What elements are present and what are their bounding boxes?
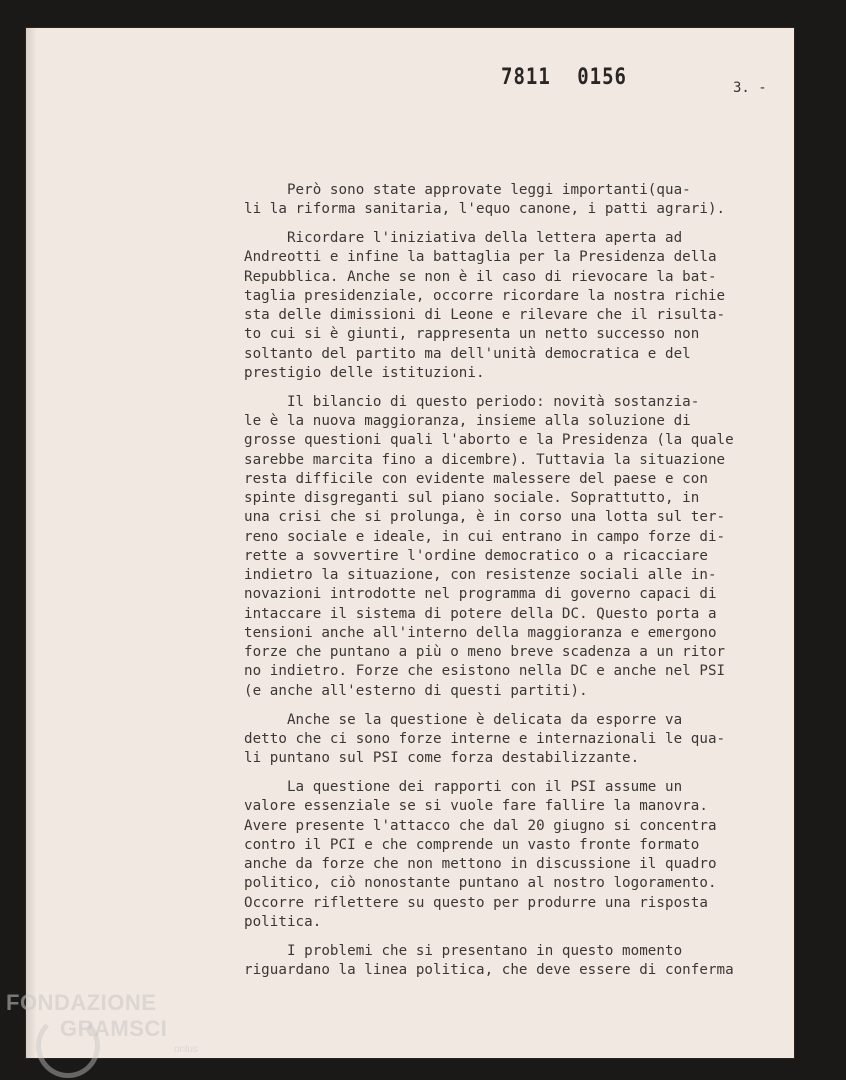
text-line: rette a sovvertire l'ordine democratico o a ricacciare	[244, 547, 708, 564]
text-line: detto che ci sono forze interne e internazionali le qua-	[244, 730, 726, 747]
text-line: politica.	[244, 913, 322, 930]
text-line: spinte disgreganti sul piano sociale. Soprattutto, in	[244, 490, 700, 507]
text-line: intaccare il sistema di potere della DC. Questo porta a	[244, 605, 717, 622]
paragraph	[244, 181, 789, 220]
text-line: li puntano sul PSI come forza destabilizzante.	[244, 750, 640, 767]
text-line: grosse questioni quali l'aborto e la Presidenza (la quale	[244, 432, 734, 449]
text-line: riguardano la linea politica, che deve essere di conferma	[244, 961, 734, 978]
text-line: Occorre riflettere su questo per produrre una risposta	[244, 894, 708, 911]
paragraph	[244, 229, 789, 383]
text-line: indietro la situazione, con resistenze sociali alle in-	[244, 567, 717, 584]
text-line: contro il PCI e che comprende un vasto fronte formato	[244, 836, 700, 853]
page-edge	[26, 28, 36, 1058]
text-line: sarebbe marcita fino a dicembre). Tuttavia la situazione	[244, 451, 726, 468]
text-line: Ricordare l'iniziativa della lettera aperta ad	[244, 230, 683, 247]
text-line: taglia presidenziale, occorre ricordare la nostra richie	[244, 287, 726, 304]
text-line: (e anche all'esterno di questi partiti).	[244, 682, 588, 699]
text-line: sta delle dimissioni di Leone e rilevare che il risulta-	[244, 307, 726, 324]
document-body	[244, 181, 789, 990]
text-line: Però sono state approvate leggi importanti(qua-	[244, 182, 691, 198]
paragraph	[244, 711, 789, 769]
text-line: Repubblica. Anche se non è il caso di rievocare la bat-	[244, 268, 717, 285]
archive-number: 7811 0156	[501, 64, 627, 90]
watermark-line1: FONDAZIONE	[6, 990, 157, 1015]
document-page	[26, 28, 794, 1058]
text-line: Il bilancio di questo periodo: novità sostanzia-	[244, 393, 700, 410]
text-line: reno sociale e ideale, in cui entrano in campo forze di-	[244, 528, 726, 545]
text-line: novazioni introdotte nel programma di governo capaci di	[244, 586, 717, 603]
text-line: valore essenziale se si vuole fare fallire la manovra.	[244, 798, 708, 815]
text-line: La questione dei rapporti con il PSI assume un	[244, 779, 683, 795]
text-line: politico, ciò nonostante puntano al nostro logoramento.	[244, 875, 717, 892]
paragraph	[244, 778, 789, 932]
text-line: no indietro. Forze che esistono nella DC e anche nel PSI	[244, 663, 726, 680]
text-line: Avere presente l'attacco che dal 20 giugno si concentra	[244, 817, 717, 834]
text-line: forze che puntano a più o meno breve scadenza a un ritor	[244, 644, 726, 661]
text-line: I problemi che si presentano in questo momento	[244, 942, 683, 959]
fondazione-gramsci-watermark-logo	[2, 990, 212, 1070]
paragraph	[244, 393, 789, 701]
text-line: le è la nuova maggioranza, insieme alla soluzione di	[244, 413, 691, 430]
watermark-line3: onlus	[174, 1044, 198, 1055]
text-line: prestigio delle istituzioni.	[244, 364, 485, 381]
text-line: li la riforma sanitaria, l'equo canone, i patti agrari).	[244, 201, 726, 218]
text-line: una crisi che si prolunga, è in corso una lotta sul ter-	[244, 509, 726, 526]
text-line: Anche se la questione è delicata da esporre va	[244, 711, 683, 728]
text-line: tensioni anche all'interno della maggioranza e emergono	[244, 624, 717, 641]
text-line: anche da forze che non mettono in discussione il quadro	[244, 856, 717, 872]
page-number: 3. -	[733, 80, 767, 96]
text-line: soltanto del partito ma dell'unità democratica e del	[244, 345, 691, 362]
paragraph	[244, 942, 789, 981]
watermark-line2: GRAMSCI	[60, 1016, 168, 1041]
text-line: Andreotti e infine la battaglia per la Presidenza della	[244, 249, 717, 266]
text-line: to cui si è giunti, rappresenta un netto successo non	[244, 326, 700, 343]
text-line: resta difficile con evidente malessere del paese e con	[244, 470, 708, 487]
